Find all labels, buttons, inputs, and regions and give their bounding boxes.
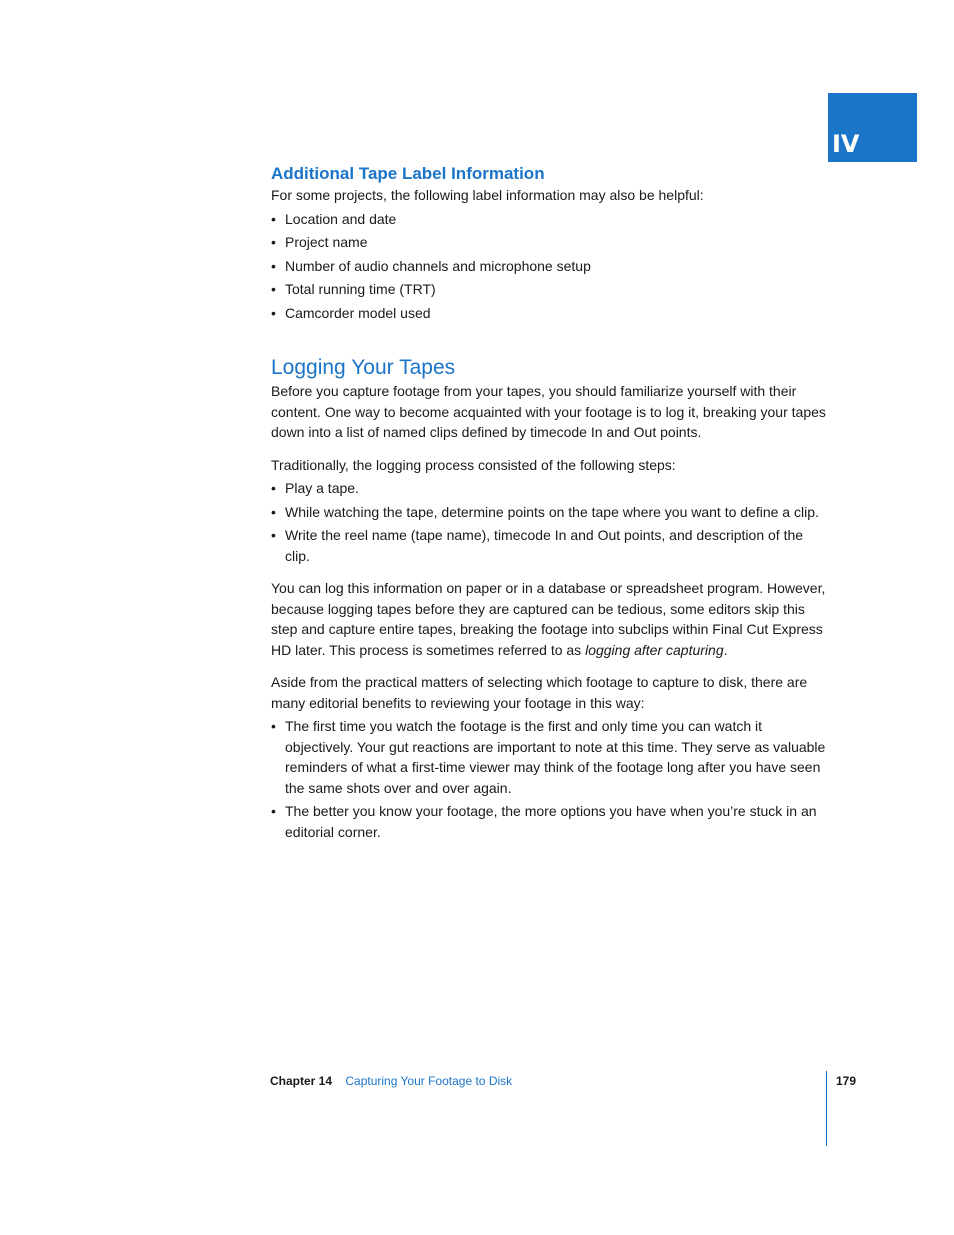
paragraph: Traditionally, the logging process consisted of the following steps:	[271, 456, 676, 473]
logging-steps-list	[271, 478, 831, 566]
list-item: • The better you know your footage, the more options you have when you’re stuck in an editorial corner.	[271, 803, 817, 840]
list-item: • Total running time (TRT)	[271, 279, 831, 300]
bullet-icon: •	[271, 234, 276, 250]
bullet-icon: •	[271, 718, 276, 734]
paragraph: You can log this information on paper or in a database or spreadsheet program. However, because logging tapes before they are captured can be tedious, some editors skip this step and capture entire tapes, breaking the footage into subclips within Final Cut Express HD later. This process is sometimes referred to as logging after capturing.	[271, 580, 826, 658]
page-content	[271, 163, 831, 842]
list-item: • The first time you watch the footage is the first and only time you can watch it objectively. Your gut reactions are important to note at this time. They serve as valuable reminders of what a first-time viewer may think of the footage long after you have seen the same shots over and over again.	[271, 718, 826, 796]
list-item: • Camcorder model used	[271, 303, 831, 324]
list-item: • Play a tape.	[271, 478, 831, 499]
bullet-icon: •	[271, 304, 276, 321]
bullet-icon: •	[271, 210, 276, 227]
bullet-icon: •	[271, 503, 276, 520]
emphasis: logging after capturing	[585, 641, 724, 658]
list-item: • Project name	[271, 232, 831, 253]
footer-chapter-title: Capturing Your Footage to Disk	[345, 1074, 513, 1088]
page-footer	[270, 1073, 512, 1089]
list-item: • While watching the tape, determine points on the tape where you want to define a clip.	[271, 502, 831, 523]
list-item: • Write the reel name (tape name), timecode In and Out points, and description of the clip.	[271, 527, 804, 564]
paragraph: Aside from the practical matters of selecting which footage to capture to disk, there are many editorial benefits to reviewing your footage in this way:	[271, 674, 808, 711]
footer-chapter: Chapter 14	[270, 1074, 333, 1088]
paragraph: Before you capture footage from your tapes, you should familiarize yourself with their content. One way to become acquainted with your footage is to log it, breaking your tapes down into a list of named clips defined by timecode In and Out points.	[271, 383, 826, 440]
bullet-icon: •	[271, 281, 276, 297]
bullet-icon: •	[271, 257, 276, 274]
page-number: 179	[836, 1074, 857, 1088]
section-heading-logging: Logging Your Tapes	[271, 356, 456, 379]
section-intro: For some projects, the following label information may also be helpful:	[271, 187, 704, 203]
bullet-icon: •	[271, 527, 276, 543]
section-heading-tape-label: Additional Tape Label Information	[271, 164, 545, 183]
label-info-list	[271, 209, 831, 324]
list-item: • Location and date	[271, 209, 831, 230]
bullet-icon: •	[271, 803, 276, 819]
part-tab	[828, 93, 917, 162]
part-tab-label: IV	[832, 130, 860, 158]
footer-divider	[826, 1071, 827, 1146]
benefits-list	[271, 716, 831, 842]
list-item: • Number of audio channels and microphone setup	[271, 256, 831, 277]
bullet-icon: •	[271, 480, 276, 496]
